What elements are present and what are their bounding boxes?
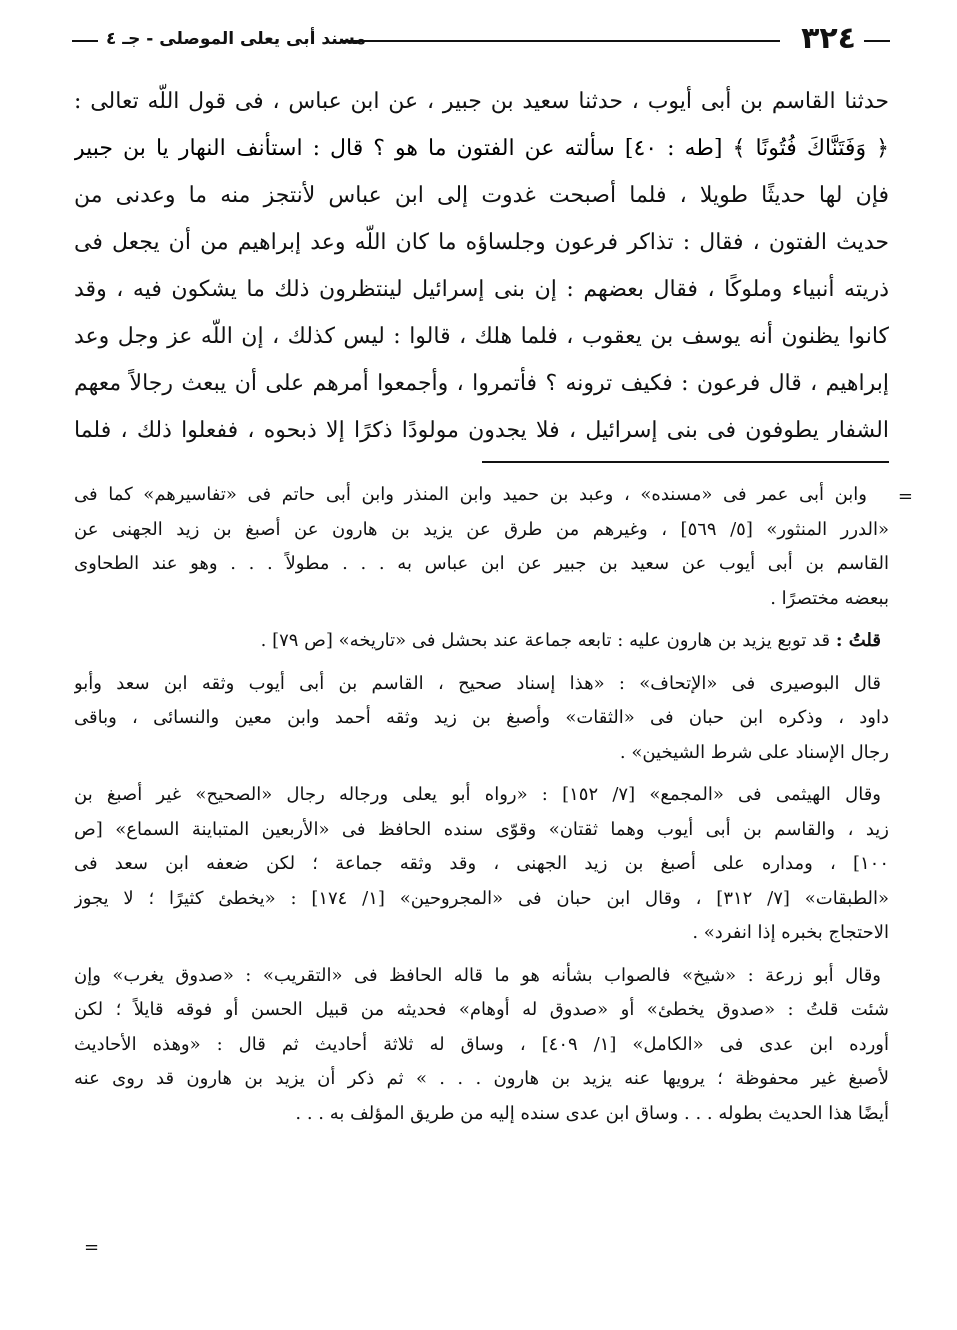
main-text-line: ذريته أنبياء وملوكًا ، فقال بعضهم : إن بنى إسرائيل لينتظرون ذلك ما يشكون فيه ، وقد (74, 277, 889, 302)
book-title: مسند أبى يعلى الموصلى - جـ ٤ (106, 29, 366, 49)
footnote-line: «الطبقات» [٧/ ٣١٢] ، وقال ابن حبان فى «المجروحين» [١/ ١٧٤] : «يخطئ كثيرًا ؛ لا يجوز (74, 887, 889, 909)
footnotes (74, 478, 889, 1131)
footnote-line: الاحتجاج بخبره إذا انفرد» . (692, 922, 889, 943)
footnote-line: قال البوصيرى فى «الإتحاف» : «هذا إسناد صحيح ، القاسم بن أبى أيوب وثقه ابن سعد وأبو (74, 672, 881, 694)
footnote-line: وابن أبى عمر فى «مسنده» ، وعبد بن حميد وابن المنذر وابن أبى حاتم فى «تفاسيرهم» كما فى (74, 484, 867, 505)
footnote-line: القاسم بن أبى أيوب عن سعيد بن جبير عن ابن عباس به . . . مطولاً . . . وهو عند الطحاوى (74, 553, 889, 574)
footnote-continuation-end: = (84, 1237, 100, 1258)
main-text (74, 78, 889, 454)
footnote-line: ١٠٠] ، ومداره على أصبغ بن زيد الجهنى ، وقد وثقه جماعة ؛ لكن ضعفه ابن سعد فى (74, 853, 889, 874)
main-text-line: إبراهيم ، قال فرعون : فكيف ترونه ؟ فأتمروا ، وأجمعوا أمرهم على أن يبعث رجالاً معهم (74, 371, 889, 396)
main-text-line: حديث الفتون ، فقال : تذاكر فرعون وجلساؤه ما كان اللّه وعد إبراهيم من أن يجعل فى (74, 230, 889, 255)
main-text-line: كانوا يظنون أنه يوسف بن يعقوب ، فلما هلك ، قالوا : ليس كذلك ، إن اللّه عز وجل وعد (74, 324, 889, 349)
main-text-line: ﴿ وَفَتَنَّاكَ فُتُونًا ﴾ [طه : ٤٠] سألته عن الفتون ما هو ؟ قال : استأنف النهار يا بن جبير (74, 136, 889, 161)
header-dash-right (864, 40, 890, 42)
main-text-line: الشفار يطوفون فى بنى إسرائيل ، فلا يجدون مولودًا ذكرًا إلا ذبحوه ، ففعلوا ذلك ، فلما (74, 418, 889, 443)
footnote-line: داود ، وذكره ابن حبان فى «الثقات» وأصبغ بن زيد وثقه أحمد وابن معين والنسائى ، وباقى (74, 707, 889, 728)
footnote-separator (482, 461, 889, 463)
footnote-line: لأصبغ غير محفوظة ؛ يرويها عنه يزيد بن هارون . . . » ثم ذكر أن يزيد بن هارون قد روى عنه (74, 1068, 889, 1089)
page-header (72, 22, 890, 56)
footnote-line: وقال الهيثمى فى «المجمع» [٧/ ١٥٢] : «رواه أبو يعلى ورجاله رجال «الصحيح» غير أصبغ بن (74, 784, 881, 805)
footnote-line: رجال الإسناد على شرط الشيخين» . (619, 741, 889, 763)
footnote-line: ببعضه مختصرًا . (770, 587, 889, 609)
footnote-line: أيضًا هذا الحديث بطوله . . . وساق ابن عدى سنده إليه من طريق المؤلف به . . . (295, 1102, 889, 1124)
footnote-text: قد توبع يزيد بن هارون عليه : تابعه جماعة عند بحشل فى «تاريخه» [ص ٧٩] . (260, 630, 831, 651)
footnote-line: زيد ، والقاسم بن أبى أيوب وهما ثقتان» وقوّى سنده الحافظ فى «الأربعين المتباينة السماع» [ص (74, 818, 889, 840)
footnote-line: وقال أبو زرعة : «شيخ» فالصواب بشأنه هو ما قاله الحافظ فى «التقريب» : «صدوق يغرب» وإن (74, 964, 881, 986)
footnote-line: شئت قلتُ : «صدوق يخطئ» أو «صدوق له أوهام» فحديثه من قبيل الحسن أو فوقه قايلاً ؛ لكن (74, 999, 889, 1020)
footnote-line (74, 624, 889, 659)
page-number: ٣٢٤ (801, 21, 856, 56)
footnote-line: أورده ابن عدى فى «الكامل» [١/ ٤٠٩] ، وساق له ثلاثة أحاديث ثم قال : «وهذه الأحاديث (74, 1033, 889, 1055)
main-text-line: حدثنا القاسم بن أبى أيوب ، حدثنا سعيد بن جبير ، عن ابن عباس ، فى قول اللّه تعالى : (74, 89, 889, 114)
qult-label: قلتُ : (835, 630, 881, 651)
header-rule (342, 40, 780, 42)
main-text-line: فإن لها حديثًا طويلا ، فلما أصبحت غدوت إلى ابن عباس لأنتجز منه ما وعدنى من (74, 183, 889, 208)
footnote-line: «الدرر المنثور» [٥/ ٥٦٩] ، وغيرهم من طرق عن يزيد بن هارون عن أصبغ بن زيد الجهنى عن (74, 518, 889, 540)
footnote-continuation-start: = (897, 486, 913, 507)
header-dash-left (72, 40, 98, 42)
